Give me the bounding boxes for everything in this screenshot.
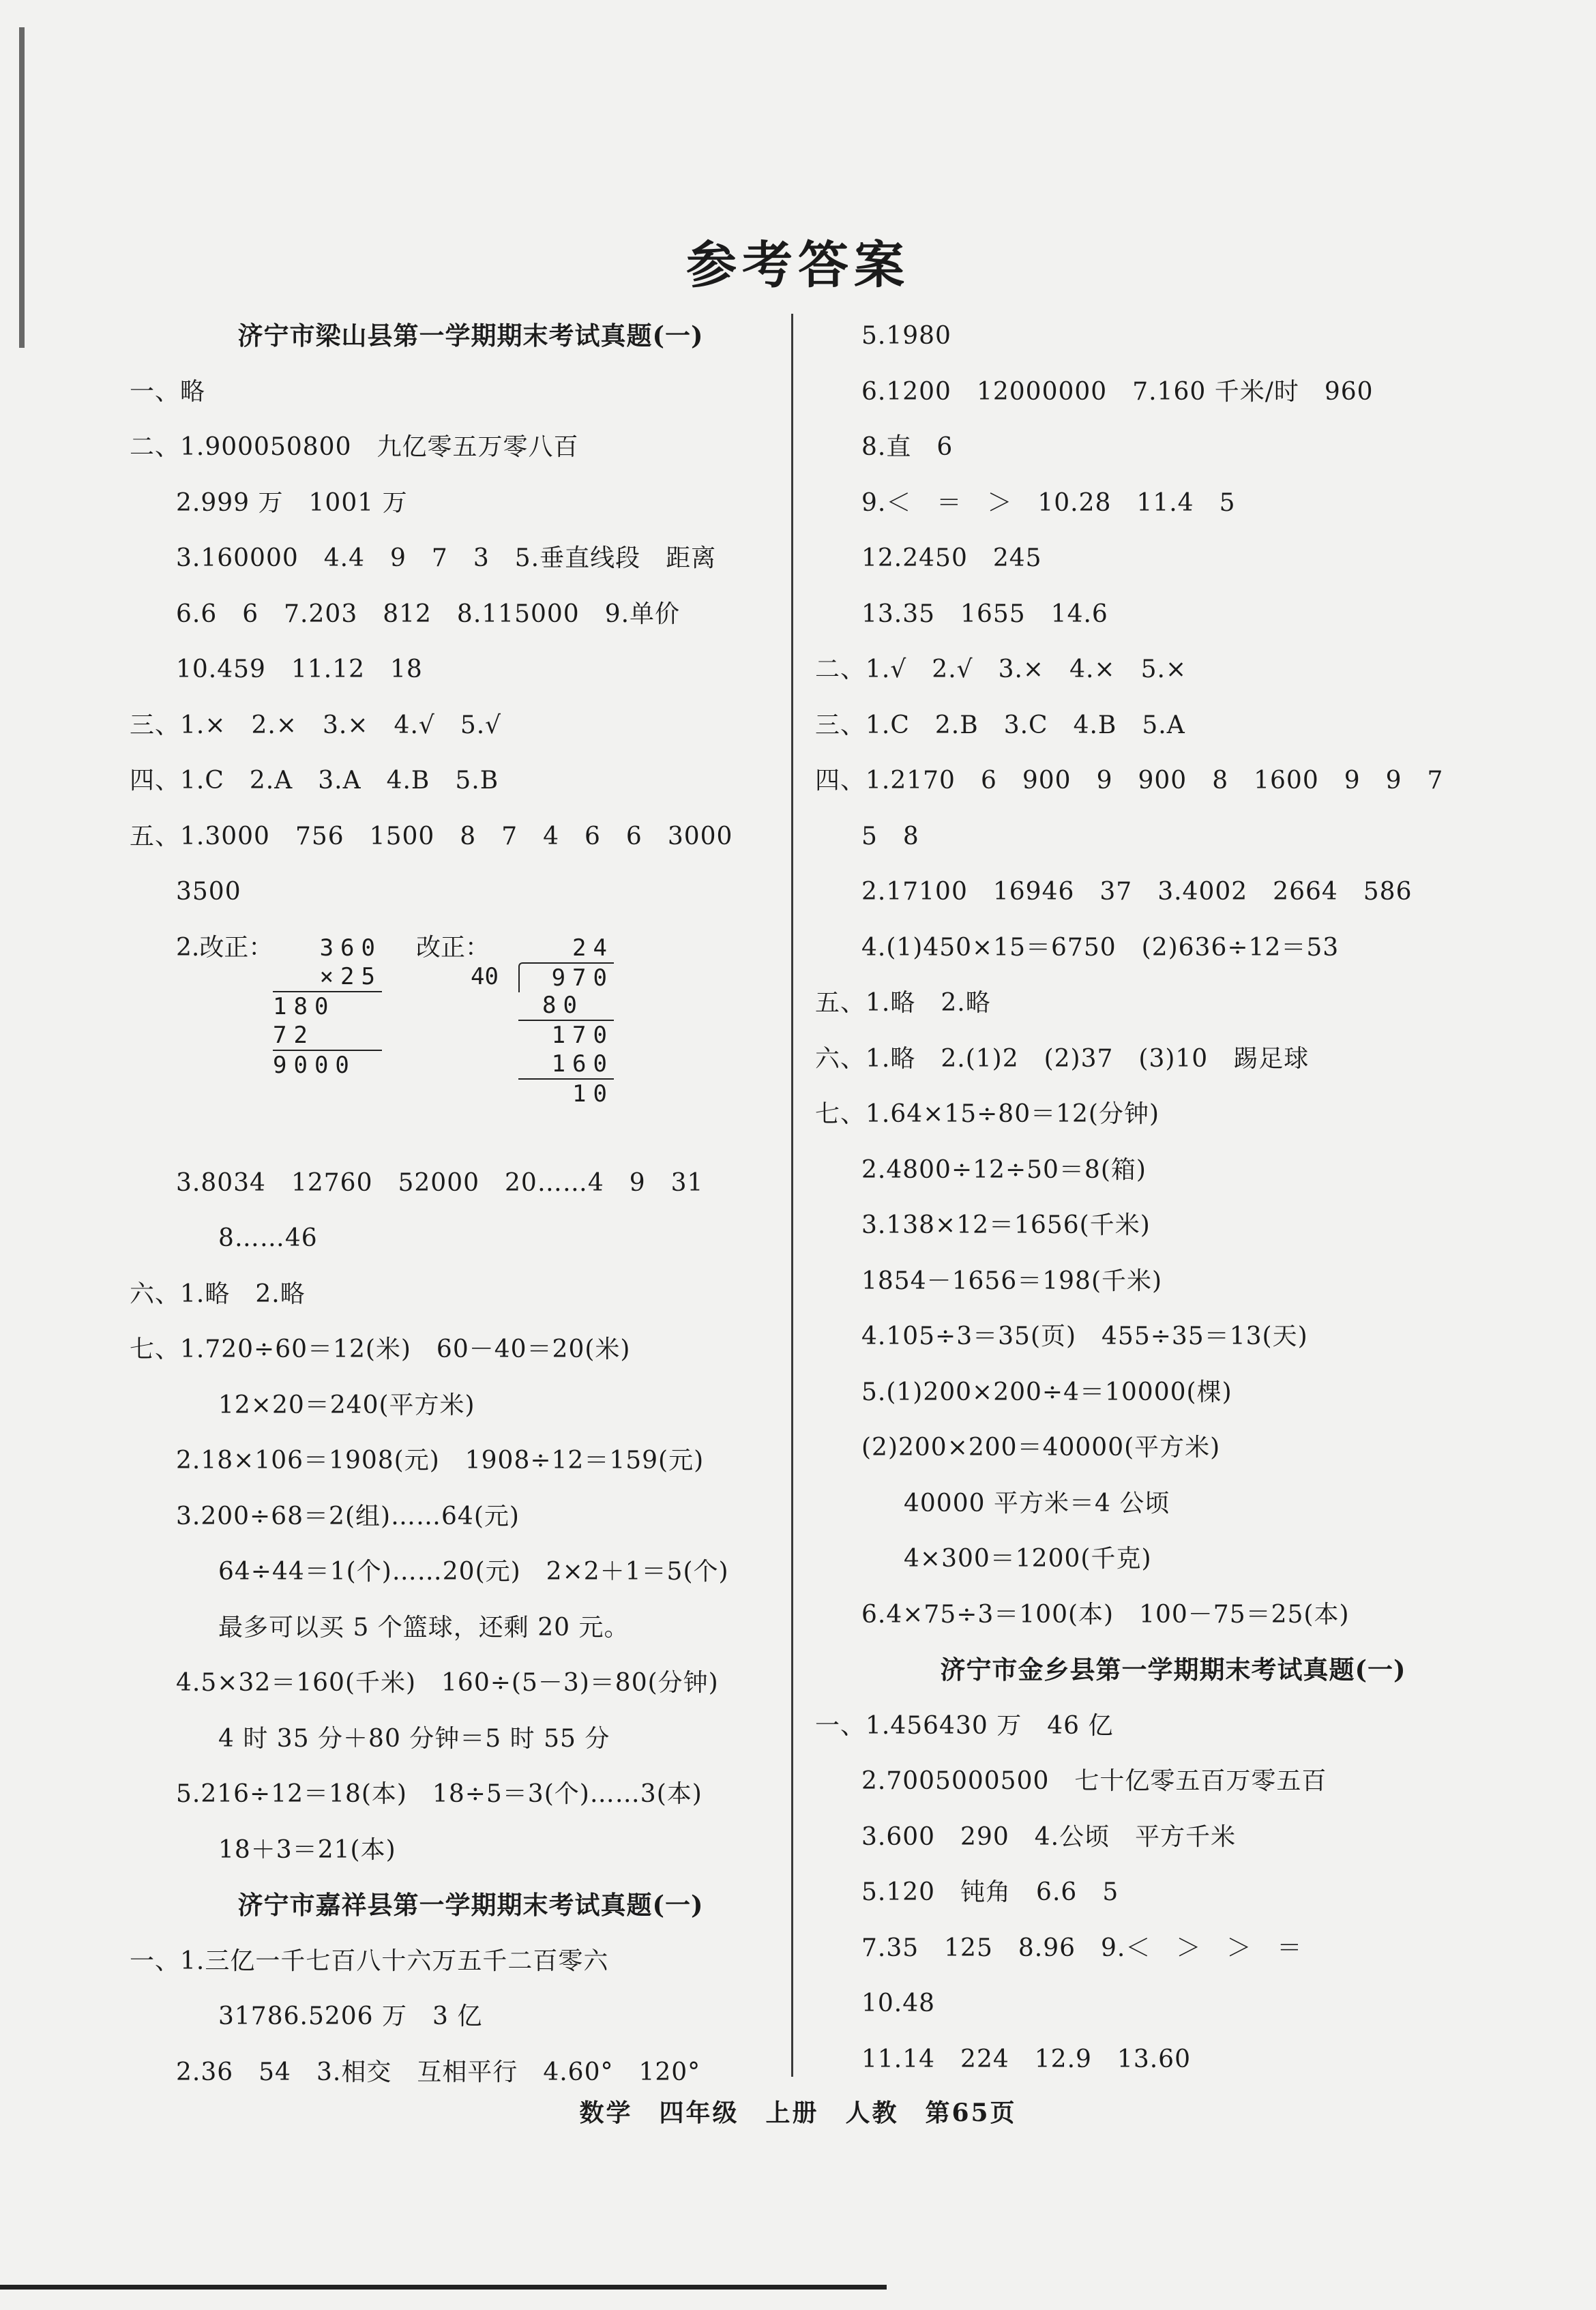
answer-line: 5.216÷12＝18(本) 18÷5＝3(个)……3(本) [176, 1780, 703, 1808]
div-step: 80 [542, 991, 584, 1019]
answer-line: 4 时 35 分＋80 分钟＝5 时 55 分 [218, 1724, 610, 1753]
answer-line: 2.17100 16946 37 3.4002 2664 586 [861, 878, 1413, 906]
division-vertical [471, 934, 614, 1108]
answer-line: 2.18×106＝1908(元) 1908÷12＝159(元) [176, 1447, 705, 1475]
answer-line: 一、1.456430 万 46 亿 [815, 1711, 1114, 1740]
bottom-scan-edge [0, 2285, 887, 2290]
answer-line: 3500 [176, 878, 241, 906]
left-column [130, 308, 784, 2100]
right-column [815, 308, 1504, 2087]
page-footer: 数学 四年级 上册 人教 第65页 [579, 2099, 1017, 2127]
answer-line: 4×300＝1200(千克) [904, 1545, 1152, 1573]
answer-line: 最多可以买 5 个篮球，还剩 20 元。 [218, 1613, 630, 1642]
answer-line: 9.＜ ＝ ＞ 10.28 11.4 5 [861, 488, 1236, 517]
answer-line: 3.200÷68＝2(组)……64(元) [176, 1502, 520, 1530]
answer-line: 13.35 1655 14.6 [861, 599, 1108, 628]
answer-line: 64÷44＝1(个)……20(元) 2×2＋1＝5(个) [218, 1558, 729, 1586]
answer-line: 二、1.900050800 九亿零五万零八百 [130, 433, 579, 461]
answer-line: 40000 平方米＝4 公顷 [904, 1489, 1170, 1517]
answer-line: 3.160000 4.4 9 7 3 5.垂直线段 距离 [176, 544, 717, 572]
column-divider [791, 314, 793, 2077]
answer-line: 6.4×75÷3＝100(本) 100－75＝25(本) [861, 1600, 1350, 1629]
answer-line: 5.(1)200×200÷4＝10000(棵) [861, 1378, 1232, 1406]
answer-line: 10.48 [861, 1989, 936, 2017]
mult-row: 180 [273, 991, 382, 1021]
mult-row: 72 [273, 1021, 314, 1049]
mult-row: 360 [319, 934, 382, 962]
div-divisor: 40 [471, 962, 499, 990]
answer-line: 2.36 54 3.相交 互相平行 4.60° 120° [176, 2058, 701, 2086]
section-heading-jiaxiang: 济宁市嘉祥县第一学期期末考试真题(一) [237, 1890, 704, 1920]
binding-edge-mark [19, 27, 25, 348]
answer-line: 2.7005000500 七十亿零五百万零五百 [861, 1767, 1327, 1795]
answer-line: 三、1.C 2.B 3.C 4.B 5.A [815, 711, 1185, 739]
answer-line: 六、1.略 2.略 [130, 1279, 306, 1308]
answer-line: 2.4800÷12÷50＝8(箱) [861, 1155, 1147, 1184]
answer-line: 6.6 6 7.203 812 8.115000 9.单价 [176, 599, 681, 628]
answer-line: 四、1.2170 6 900 9 900 8 1600 9 9 7 [815, 767, 1444, 795]
answer-line: 2.999 万 1001 万 [176, 488, 408, 517]
correction-label: 改正： [416, 933, 490, 962]
page-title: 参考答案 [686, 236, 910, 295]
answer-line: 三、1.× 2.× 3.× 4.√ 5.√ [130, 711, 502, 739]
correction-label: 2.改正： [176, 933, 274, 962]
answer-line: 5.120 钝角 6.6 5 [861, 1878, 1119, 1906]
answer-line: 18＋3＝21(本) [218, 1835, 396, 1864]
answer-line: 12×20＝240(平方米) [218, 1391, 475, 1419]
answer-line: 一、略 [130, 377, 206, 406]
answer-line: 5 8 [861, 822, 919, 850]
answer-line: (2)200×200＝40000(平方米) [861, 1434, 1221, 1462]
mult-row: ×25 [319, 962, 382, 990]
answer-line: 二、1.√ 2.√ 3.× 4.× 5.× [815, 655, 1187, 683]
answer-line: 7.35 125 8.96 9.＜ ＞ ＞ ＝ [861, 1934, 1303, 1962]
answer-line: 七、1.64×15÷80＝12(分钟) [815, 1100, 1160, 1128]
div-step: 160 [551, 1050, 614, 1078]
mult-row: 9000 [273, 1050, 382, 1080]
answer-line: 七、1.720÷60＝12(米) 60－40＝20(米) [130, 1335, 631, 1363]
answer-line: 6.1200 12000000 7.160 千米/时 960 [861, 377, 1374, 406]
answer-line: 8……46 [218, 1224, 318, 1252]
div-quotient: 24 [572, 934, 614, 962]
answer-line: 4.5×32＝160(千米) 160÷(5－3)＝80(分钟) [176, 1669, 719, 1697]
vertical-calculation-block [130, 920, 784, 1155]
section-heading-jinxiang: 济宁市金乡县第一学期期末考试真题(一) [940, 1655, 1406, 1685]
multiplication-vertical [273, 934, 382, 1080]
div-dividend: 970 [518, 962, 614, 992]
answer-line: 一、1.三亿一千七百八十六万五千二百零六 [130, 1946, 609, 1975]
answer-line: 3.138×12＝1656(千米) [861, 1211, 1151, 1239]
answer-line: 8.直 6 [861, 433, 954, 461]
answer-line: 六、1.略 2.(1)2 (2)37 (3)10 踢足球 [815, 1044, 1310, 1073]
answer-line: 11.14 224 12.9 13.60 [861, 2045, 1191, 2073]
answer-line: 4.105÷3＝35(页) 455÷35＝13(天) [861, 1322, 1308, 1350]
div-step: 170 [518, 1020, 614, 1050]
section-heading-liangshan: 济宁市梁山县第一学期期末考试真题(一) [237, 321, 704, 351]
div-step: 10 [518, 1078, 614, 1108]
answer-line: 4.(1)450×15＝6750 (2)636÷12＝53 [861, 933, 1340, 962]
answer-line: 12.2450 245 [861, 544, 1042, 572]
answer-line: 1854－1656＝198(千米) [861, 1267, 1163, 1295]
answer-line: 五、1.略 2.略 [815, 989, 991, 1017]
answer-line: 3.8034 12760 52000 20……4 9 31 [176, 1168, 704, 1197]
answer-line: 31786.5206 万 3 亿 [218, 2002, 483, 2030]
answer-line: 3.600 290 4.公顷 平方千米 [861, 1822, 1237, 1851]
answer-line: 10.459 11.12 18 [176, 655, 423, 683]
answer-line: 四、1.C 2.A 3.A 4.B 5.B [130, 767, 499, 795]
answer-line: 五、1.3000 756 1500 8 7 4 6 6 3000 [130, 822, 733, 850]
answer-line: 5.1980 [861, 322, 951, 350]
